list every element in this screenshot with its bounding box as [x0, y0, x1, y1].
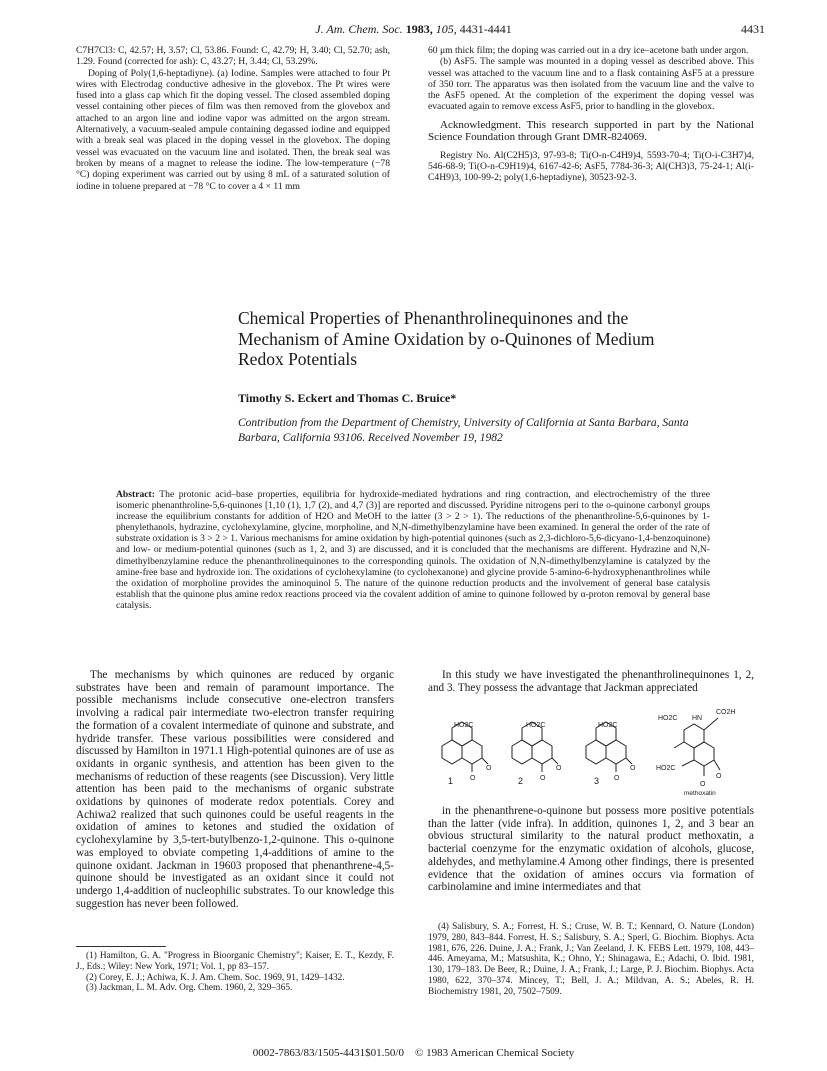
- compound-1-structure: [442, 722, 488, 772]
- abstract-label: Abstract:: [116, 489, 155, 500]
- o-atom-3a: O: [614, 775, 620, 782]
- methoxatin-ho2c-bottom: HO2C: [656, 765, 676, 772]
- n-atom-2: HO2C: [526, 722, 546, 729]
- methoxatin-co2h: CO2H: [716, 709, 736, 716]
- methoxatin-o-b: O: [700, 781, 706, 788]
- body-right-bottom: [428, 805, 754, 894]
- journal-name: J. Am. Chem. Soc.: [315, 22, 403, 36]
- compound-3-structure: [586, 722, 632, 772]
- compound-label-3: 3: [594, 776, 600, 786]
- methoxatin-ho2c-top: HO2C: [658, 715, 678, 722]
- methoxatin-paragraph: in the phenanthrene-o-quinone but possess more positive potentials than the latter (vide infra). In addition, quinones 1, 2, and 3 bear an obvious structural similarity to the natural product methoxatin, a bacterial coenzyme for the enzymatic oxidation of alcohols, glucose, aldehydes, and methylamine.4 Among other findings, there is presented evidence that the oxidation of amines occurs via formation of carbinolamine and imine intermediates and that: [428, 805, 754, 894]
- body-left-column: [76, 669, 394, 910]
- footnotes-right: [428, 922, 754, 998]
- page-number: 4431: [741, 22, 765, 36]
- acknowledgment: Acknowledgment. This research supported in part by the National Science Foundation through Grant DMR-824069.: [428, 118, 754, 144]
- running-header: [0, 22, 827, 37]
- body-right-top: [428, 669, 754, 694]
- o-atom-2b: O: [556, 765, 562, 772]
- journal-year: 1983,: [405, 22, 433, 36]
- footnote-rule-left: [76, 946, 166, 947]
- n-atom-1: HO2C: [454, 722, 474, 729]
- abstract: [116, 489, 710, 611]
- footnote-3: (3) Jackman, L. M. Adv. Org. Chem. 1960, 2, 329–365.: [86, 983, 293, 994]
- o-atom-3b: O: [630, 765, 636, 772]
- prev-article-left-column: [76, 45, 390, 192]
- o-atom-2a: O: [540, 775, 546, 782]
- footnotes-left: [76, 951, 394, 994]
- footnote-1: (1) Hamilton, G. A. "Progress in Bioorganic Chemistry"; Kaiser, E. T., Kezdy, F. J., Eds.; Wiley: New York, 1971; Vol. 1, pp 83–157.: [76, 951, 394, 972]
- doping-continuation: 60 μm thick film; the doping was carried out in a dry ice–acetone bath under argon.: [428, 45, 749, 56]
- study-paragraph: In this study we have investigated the phenanthrolinequinones 1, 2, and 3. They possess the advantage that Jackman appreciated: [428, 669, 754, 694]
- article-affiliation: Contribution from the Department of Chemistry, University of California at Santa Barbara, Santa Barbara, California 93106. Received November 19, 1982: [238, 417, 689, 444]
- article-authors: Timothy S. Eckert and Thomas C. Bruice*: [238, 391, 457, 405]
- prev-article-right-column: [428, 45, 754, 184]
- compound-2-structure: [512, 722, 558, 772]
- page-footer: [0, 1047, 827, 1059]
- compound-label-2: 2: [518, 776, 524, 786]
- o-atom-1b: O: [486, 765, 492, 772]
- compound-label-1: 1: [448, 776, 454, 786]
- journal-volume: 105,: [435, 22, 457, 36]
- abstract-text: The protonic acid–base properties, equilibria for hydroxide-mediated hydrations and ring contraction, and electrochemistry of the three isomeric phenanthroline-5,6-quinones [1,10 (1), 1,7 (2), and 4,7 (3)] are reported and discussed. Pyridine nitrogens peri to the o-quinone carbonyl groups increase the equilibrium constants for addition of H2O and MeOH to the latter (3 > 2 > 1). The reductions of the phenanthroline-5,6-quinones by 1-phenylethanols, hydrazine, cyclohexylamine, glycine, morpholine, and N,N-dimethylbenzylamine have been examined. In general the order of the rate of substrate oxidation is 3 > 2 > 1. Various mechanisms for amine oxidation by high-potential quinones (such as 2,3-dichloro-5,6-dicyano-1,4-benzoquinone) and low- or medium-potential quinones (such as 1, 2, and 3) are discussed, and it is concluded that the mechanisms are different. Hydrazine and N,N-dimethylbenzylamine reduce the phenanthrolinequinones to the corresponding quinols. The oxidation of N,N-dimethylbenzylamine is catalyzed by the amine-free base and hydroxide ion. The oxidations of cyclohexylamine (to cyclohexanone) and glycine provide 5-amino-6-hydroxyphenanthrolines while the oxidation of morpholine provides the aminoquinol 5. The nature of the quinone reduction products and the involvement of general base catalysis establish that the quinone plus amine redox reactions proceed via the covalent addition of amine to quinone followed by α-proton removal by general base catalysis.: [116, 489, 710, 611]
- article-title: Chemical Properties of Phenanthrolinequinones and the Mechanism of Amine Oxidation by o-Quinones of Medium Redox Potentials: [238, 308, 655, 369]
- doping-asf5-paragraph: (b) AsF5. The sample was mounted in a doping vessel as described above. This vessel was attached to the vacuum line and to a flask containing AsF5 at a pressure of 350 torr. The apparatus was then isolated from the vacuum line and the valve to the AsF5 opened. At the completion of the experiment the doping vessel was evacuated again to remove excess AsF5, prior to handling in the glovebox.: [428, 56, 754, 113]
- journal-pages: 4431-4441: [459, 22, 512, 36]
- registry-numbers: Registry No. Al(C2H5)3, 97-93-8; Ti(O-n-C4H9)4, 5593-70-4; Ti(O-i-C3H7)4, 546-68-9; Ti(O-n-C9H19)4, 6167-42-6; AsF5, 7784-36-3; Al(CH3)3, 75-24-1; Al(i-C4H9)3, 100-99-2; poly(1,6-heptadiyne), 30523-92-3.: [428, 149, 754, 184]
- intro-paragraph: The mechanisms by which quinones are reduced by organic substrates have been and remain of paramount importance. The possible mechanisms include consecutive one-electron transfers involving a radical pair intermediate two-electron transfer requiring the formation of a covalent intermediate of quinone and substrate, and hydride transfer. These various possibilities were considered and discussed by Hamilton in 1971.1 High-potential quinones are of use as oxidants in organic synthesis, and attention has been given to the mechanisms of reduction of these reagents (see Discussion). Very little attention has been paid to the mechanisms of organic substrate oxidations by quinones of moderate redox potentials. Corey and Achiwa2 realized that such quinones could be useful reagents in the oxidation of amines to ketones and studied the oxidation of cyclohexylamine by 3,5-tert-butylbenzo-1,2-quinone. This o-quinone was employed to obviate competing 1,4-additions of amine to the quinone oxidant. Jackman in 19603 proposed that phenanthrene-4,5-quinone should be investigated as an oxidant since it could not undergo 1,4-addition of nucleophilic substrates. To our knowledge this suggestion has never been followed.: [76, 669, 394, 910]
- structures-scheme: [428, 700, 754, 796]
- doping-iodine-paragraph: Doping of Poly(1,6-heptadiyne). (a) Iodine. Samples were attached to four Pt wires with Electrodag conductive adhesive in the glovebox. The Pt wires were fused into a glass cap which fit the doping vessel. The closed assembled doping vessel containing other pieces of film was then removed from the glovebox and attached to an argon line and iodine vapor was admitted on the argon stream. Alternatively, a vacuum-sealed ampule containing degassed iodine and equipped with a break seal was placed in the doping vessel in the glovebox. The doping vessel was evacuated on the vacuum line and isolated. Then, the break seal was broken by means of a magnet to release the iodine. The low-temperature (−78 °C) doping experiment was carried out by using 8 mL of a saturated solution of iodine in toluene prepared at −78 °C to cover a 4 × 11 mm: [76, 67, 390, 192]
- n-atom-3: HO2C: [598, 722, 618, 729]
- methoxatin-structure: [674, 718, 720, 776]
- methoxatin-o-a: O: [716, 773, 722, 780]
- footnote-4: (4) Salisbury, S. A.; Forrest, H. S.; Cruse, W. B. T.; Kennard, O. Nature (London) 1979, 280, 843–844. Forrest, H. S.; Salisbury, S. A.; Sperl, G. Biochim. Biophys. Acta 1981, 676, 226. Duine, J. A.; Frank, J.; Van Zeeland, J. K. FEBS Lett. 1979, 108, 443–446. Ameyama, M.; Matsushita, K.; Ohno, Y.; Shinagawa, E.; Adachi, O. Ibid. 1981, 130, 179–183. De Beer, R.; Duine, J. A.; Frank, J.; Large, P. J. Biochim. Biophys. Acta 1980, 622, 370–374. Mincey, T.; Bell, J. A.; Mildvan, A. S.; Abeles, R. H. Biochemistry 1981, 20, 7502–7509.: [428, 922, 754, 997]
- footer-code: 0002-7863/83/1505-4431$01.50/0: [252, 1047, 404, 1059]
- methoxatin-hn: HN: [692, 715, 703, 722]
- footer-copyright: © 1983 American Chemical Society: [414, 1047, 575, 1059]
- elemental-analysis: C7H7Cl3: C, 42.57; H, 3.57; Cl, 53.86. Found: C, 42.79; H, 3.40; Cl, 52.70; ash, 1.29. Found (corrected for ash): C, 43.27; H, 3.44; Cl, 53.29%.: [76, 45, 390, 68]
- methoxatin-label: methoxatin: [684, 790, 716, 796]
- footnote-2: (2) Corey, E. J.; Achiwa, K. J. Am. Chem. Soc. 1969, 91, 1429–1432.: [86, 972, 345, 983]
- o-atom-1a: O: [470, 775, 476, 782]
